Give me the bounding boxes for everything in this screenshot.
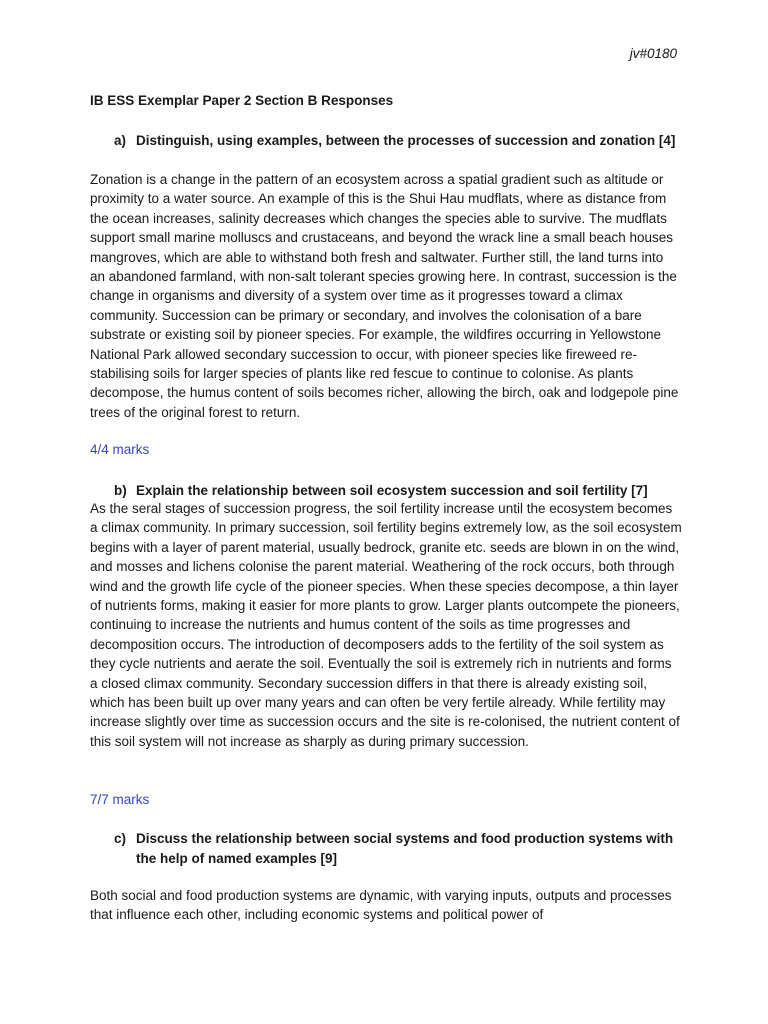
- document-title: IB ESS Exemplar Paper 2 Section B Responses: [90, 93, 394, 108]
- document-id: jv#0180: [629, 46, 677, 61]
- question-c-label: c): [114, 831, 127, 846]
- marks-a: 4/4 marks: [90, 442, 150, 457]
- question-c: [90, 829, 680, 868]
- question-a-text: Distinguish, using examples, between the processes of succession and zonation [4]: [136, 133, 676, 148]
- question-b: [90, 481, 680, 501]
- answer-c: Both social and food production systems are dynamic, with varying inputs, outputs and processes that influence each other, including economic systems and political power of: [90, 888, 672, 923]
- question-b-text: Explain the relationship between soil ecosystem succession and soil fertility [7]: [136, 483, 648, 498]
- marks-b: 7/7 marks: [90, 792, 150, 807]
- answer-a: Zonation is a change in the pattern of an ecosystem across a spatial gradient such as altitude or proximity to a water source. An example of this is the Shui Hau mudflats, where as distance from the ocean increases, salinity decreases which changes the species able to survive. The mudflats support small marine molluscs and crustaceans, and beyond the wrack line a small beach houses mangroves, which are able to withstand both fresh and saltwater. Further still, the land turns into an abandoned farmland, with non-salt tolerant species growing here. In contrast, succession is the change in organisms and diversity of a system over time as it progresses toward a climax community. Succession can be primary or secondary, and involves the colonisation of a bare substrate or existing soil by pioneer species. For example, the wildfires occurring in Yellowstone National Park allowed secondary succession to occur, with pioneer species like fireweed re-stabilising soils for larger species of plants like red fescue to continue to colonise. As plants decompose, the humus content of soils becomes richer, allowing the birch, oak and lodgepole pine trees of the original forest to return.: [90, 172, 679, 420]
- question-c-text: Discuss the relationship between social systems and food production systems with the help of named examples [9]: [136, 831, 674, 866]
- question-a: [90, 131, 680, 151]
- question-a-label: a): [114, 133, 127, 148]
- answer-b: As the seral stages of succession progress, the soil fertility increase until the ecosystem becomes a climax community. In primary succession, soil fertility begins extremely low, as the soil ecosystem begins with a layer of parent material, usually bedrock, granite etc. seeds are blown in on the wind, and mosses and lichens colonise the parent material. Weathering of the rock occurs, both through wind and the growth life cycle of the pioneer species. When these species decompose, a thin layer of nutrients forms, making it easier for more plants to grow. Larger plants outcompete the pioneers, continuing to increase the nutrients and humus content of the soils as time progresses and decomposition occurs. The introduction of decomposers adds to the fertility of the soil system as they cycle nutrients and aerate the soil. Eventually the soil is extremely rich in nutrients and forms a closed climax community. Secondary succession differs in that there is already existing soil, which has been built up over many years and can often be very fertile already. While fertility may increase slightly over time as succession occurs and the site is re-colonised, the nutrient content of this soil system will not increase as sharply as during primary succession.: [90, 501, 682, 749]
- question-b-label: b): [114, 483, 127, 498]
